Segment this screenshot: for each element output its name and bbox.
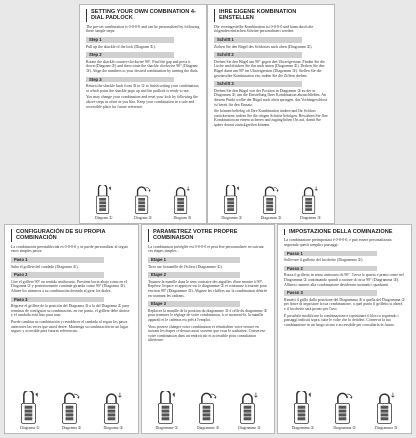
padlock-rotate-icon [134, 185, 152, 215]
diagram-caption: Diagrama ① [20, 425, 40, 430]
step-1-text: Sollevare il grilletto del lucchetto (Diagramma ①). [284, 258, 364, 263]
step-3-text: Drehen Sie den Bügel von der Position in Diagramm ③ zu der in Diagramm ①, um die Einstellung Ihrer Kombination abzuschließen. An diesem Punkt wollte der Bügel nach oben springen, das Vorhängeschloss ist bereit für den Einsatz. [214, 88, 328, 107]
step-2-text: Ruota il grilletto in senso antiorario di 90°. Trova lo spazio e premi come nel Diagramma ② continuando quindi a ruotare di circa 90° (Diagramma ③). Allinea i numeri alla combinazione desiderata ruotando i quadranti. [284, 273, 404, 287]
step-2-text: Rotate the shackle counter-clockwise 90°. Find the gap and press it down (Diagram ②) and then rotate the shackle clockwise 90° (Diagram ③). Align the numbers to your desired combination by turning the dials. [86, 59, 199, 73]
step-2-label: Step 2 [86, 52, 174, 58]
padlock-rotate-icon [334, 391, 354, 425]
diagram-caption: Diagramme ① [155, 425, 178, 430]
step-1-text: Tirez sur la manille de l'écluse (Diagramme ①). [148, 264, 223, 269]
diagram-caption: Diagram ② [134, 215, 152, 220]
diagram-3 [103, 391, 123, 430]
panel-english [79, 4, 207, 224]
panel-german [207, 4, 335, 224]
padlock-press-icon [301, 185, 319, 215]
diagrams [212, 185, 330, 220]
outro-text: Vous pouvez changer votre combinaison et réinitialiser votre serrure en suivant les étapes ci-dessus aussi souvent que vous le souhaitez. Conservez votre combinaison dans un endroit sûr et accessible pour consultation ultérieure. [148, 324, 266, 343]
step-1-text: Suba el grillete del candado (Diagrama ①). [11, 264, 79, 269]
padlock-open-icon [95, 185, 113, 215]
step-1-label: Step 1 [86, 37, 174, 43]
outro-text: You may change your combination and reset your lock by following the above steps as often as you like. Keep your combination in a safe and accessible place for future reference. [86, 95, 198, 109]
panel-title: CONFIGURACIÓN DE SU PROPIA COMBINACIÓN [11, 229, 132, 242]
diagram-caption: Diagrama ③ [103, 425, 123, 430]
diagram-caption: Diagramma ① [291, 425, 314, 430]
intro-text: The pre-set combination is 0-0-0-0 and can be personalized by following these simple steps: [86, 24, 200, 34]
diagram-caption: Diagramm ③ [300, 215, 321, 220]
step-1-text: Ziehen Sie den Bügel des Schlosses nach oben (Diagramm ①). [214, 44, 313, 49]
diagram-2 [61, 391, 81, 430]
diagram-1 [292, 391, 314, 430]
diagram-2 [134, 185, 152, 220]
padlock-rotate-icon [61, 391, 81, 425]
intro-text: La combinación preestablecida es 0-0-0-0 y se puede personalizar al seguir estos simples pasos: [11, 244, 128, 254]
padlock-press-icon [239, 391, 259, 425]
step-2-label: Etape 2 [148, 272, 240, 278]
diagram-1 [221, 185, 242, 220]
step-2-label: Paso 2 [11, 272, 104, 278]
diagram-3 [173, 185, 191, 220]
step-1-text: Pull up the shackle of the lock (Diagram ①). [86, 44, 156, 49]
diagram-3 [238, 391, 260, 430]
step-1-label: Etape 1 [148, 257, 240, 263]
step-3-label: Schritt 3 [214, 81, 302, 87]
diagram-1 [156, 391, 178, 430]
diagram-caption: Diagramm ② [260, 215, 282, 220]
diagram-2 [261, 185, 282, 220]
outro-text: Sie können beliebig oft Ihre Kombination ändern und Ihr Schloss zurücksetzen, indem Sie die obigen Schritte befolgen. Bewahren Sie Ihre Kombination an einem sicheren und zugänglichen Ort auf, damit Sie später darauf zurückgreifen können. [214, 109, 328, 127]
padlock-press-icon [376, 391, 396, 425]
padlock-rotate-icon [262, 185, 280, 215]
step-3-label: Paso 3 [11, 297, 104, 303]
diagram-caption: Diagramma ③ [375, 425, 398, 430]
intro-text: Die voreingestellte Kombination ist 0-0-0-0 und kann durch die folgenden einfachen Schritte personalisiert werden: [214, 24, 314, 34]
step-3-text: Rimetti il grillo dalla posizione del Diagramma ③ a quella del Diagramma ① per finire di impostare la tua combinazione, a quel punto il grilletto si alzerà e il lucchetto sarà pronto per l'uso. [284, 297, 405, 311]
step-3-text: Replacez la manille de la position du diagramme ③ à celle du diagramme ① pour terminer le réglage de votre combinaison, à ce moment-là, la manille apparaît et le cadenas est prêt à l'emploi. [148, 308, 268, 322]
padlock-press-icon [103, 391, 123, 425]
diagram-1 [20, 391, 40, 430]
padlock-press-icon [173, 185, 191, 215]
panel-title: SETTING YOUR OWN COMBINATION 4-DIAL PADLOCK [86, 9, 200, 22]
panel-title: PARAMETREZ VOTRE PROPRE COMBINAISON [148, 229, 268, 242]
step-1-label: Paso 1 [11, 257, 104, 263]
step-2-label: Passo 2 [284, 266, 377, 272]
diagram-2 [333, 391, 355, 430]
diagram-2 [197, 391, 219, 430]
step-2-text: Drehen Sie den Bügel um 90° gegen den Uhrzeigersinn. Finden Sie die Lücke und drücken Sie ihn nach unten (Diagramm ②). Drehen Sie den Bügel dann um 90° im Uhrzeigersinn (Diagramm ③). Stellen Sie die gewünschte Kombination ein, indem Sie die Ziffern drehen. [214, 59, 325, 78]
panel-french [141, 224, 275, 434]
panel-spanish [4, 224, 139, 434]
diagram-1 [95, 185, 113, 220]
diagrams [282, 391, 407, 430]
outro-text: Puede cambiar su combinación y restablecer el candado al seguir los pasos anteriores las veces que usted desee. Mantenga su combinación en un lugar seguro y accesible para futuras referencias. [11, 319, 129, 334]
diagram-3 [300, 185, 321, 220]
diagrams [9, 391, 134, 430]
diagram-caption: Diagramm ① [221, 215, 242, 220]
diagram-caption: Diagrama ② [61, 425, 82, 430]
panel-title: IMPOSTAZIONE DELLA COMINAZIONE [284, 229, 405, 235]
outro-text: È possibile modificare la combinazione e ripristinare il blocco seguendo i passaggi indicati sopra, tutte le volte che lo desideri. Conserva la tua combinazione in un luogo sicuro e accessibile per consultarla in futuro. [284, 313, 399, 327]
padlock-open-icon [157, 391, 177, 425]
diagrams [146, 391, 270, 430]
step-3-text: Regrese el grillete de la posición del Diagrama ③ a la del Diagrama ① para terminar de configurar su combinación, en ese punto, el grillete debe abrirse y el candado está listo para usar. [11, 304, 130, 318]
padlock-open-icon [223, 185, 241, 215]
padlock-rotate-icon [198, 391, 218, 425]
step-2-label: Schritt 2 [214, 52, 302, 58]
step-3-text: Return the shackle back from ③ to ① to finish setting your combination, at which point the shackle pops up and the padlock is ready to use. [86, 84, 200, 93]
step-1-label: Schritt 1 [214, 37, 302, 43]
intro-text: La combinazione preimpostata è 0-0-0-0, e può essere personalizzata seguendo questi semplici passaggi: [284, 238, 392, 247]
diagram-caption: Diagramma ② [333, 425, 356, 430]
diagram-caption: Diagramme ③ [238, 425, 261, 430]
step-2-text: Tournez la manille dans le sens contraire des aiguilles d'une montre à 90°. Repérez l'espace et appuyez sur le diagramme ② et continuez à tourner pour environ 90° (Diagramme ③). Alignez les chiffres sur la combinaison désirée en tournant les cadrans. [148, 279, 268, 298]
diagrams [84, 185, 202, 220]
padlock-open-icon [293, 391, 313, 425]
panel-italian [277, 224, 412, 434]
diagram-caption: Diagram ③ [173, 215, 192, 220]
step-3-label: Passo 3 [284, 290, 377, 296]
intro-text: La combinaison préréglée est 0-0-0-0 et peut être personnalisée en suivant ces étapes simples : [148, 244, 264, 254]
diagram-caption: Diagramme ② [196, 425, 220, 430]
panel-title: IHRE EIGENE KOMBINATION EINSTELLEN [214, 9, 328, 22]
step-3-label: Step 3 [86, 77, 174, 83]
step-2-text: Gire el grillete 90° en sentido antihorario. Presione hacia abajo como en el Diagrama ② y posteriormente continúe girando como 90° (Diagrama ③). Alinee los números a su combinación deseada al girar los diales. [11, 279, 127, 293]
step-3-label: Etape 3 [148, 301, 240, 307]
padlock-open-icon [20, 391, 40, 425]
step-1-label: Passo 1 [284, 251, 377, 257]
diagram-caption: Diagram ① [94, 215, 113, 220]
diagram-3 [375, 391, 397, 430]
